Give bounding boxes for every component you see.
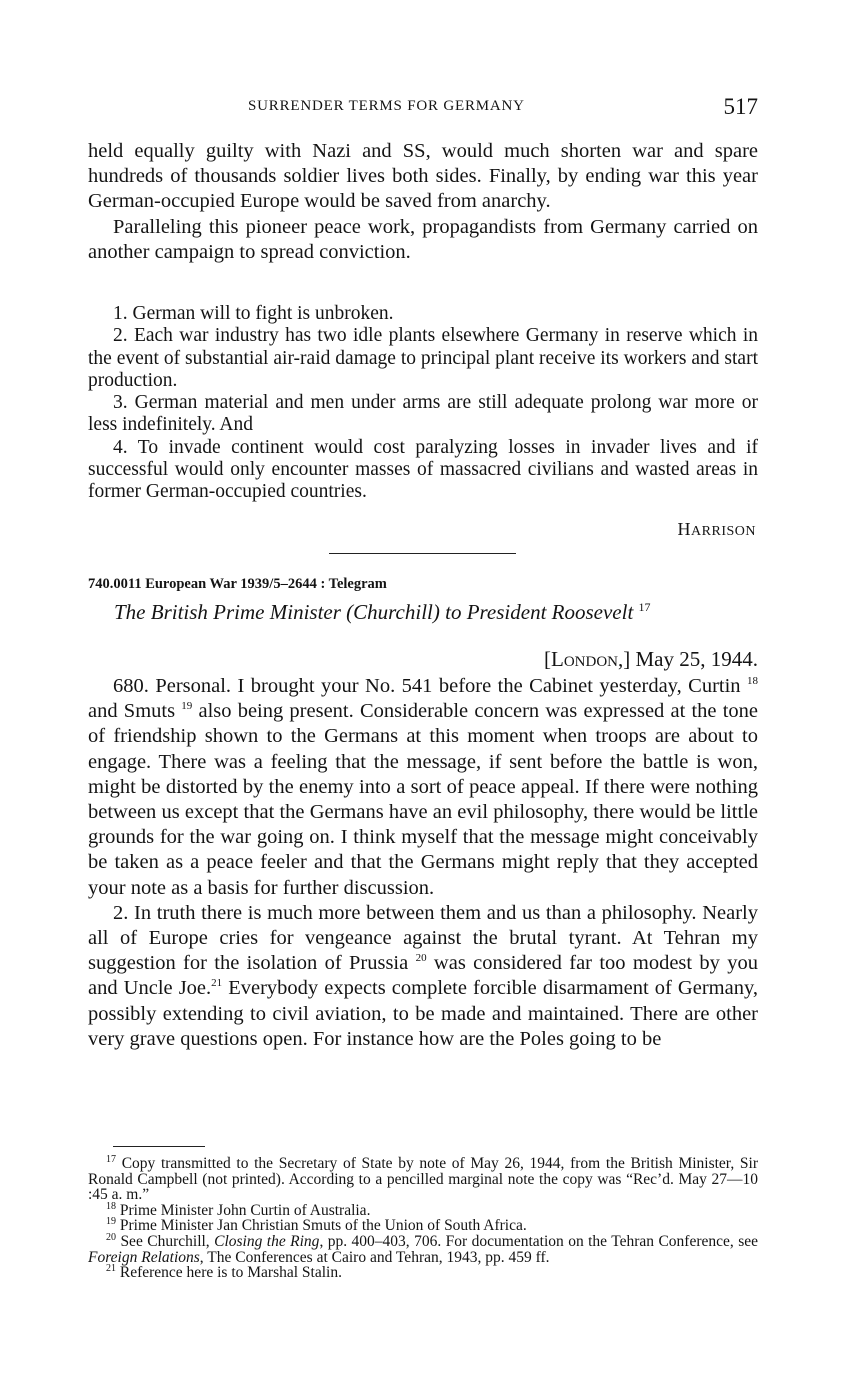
text-run: also being present. Considerable concern was expressed at the tone of friendship shown to the Germans at this moment when troops are about to engage. There was a feeling that the message, if sent before the battle is won, might be distorted by the enemy into a sort of peace appeal. If there were nothing between us except that the Germans have an evil philosophy, there would be little grounds for the war going on. I think myself that the message might conceivably be taken as a peace feeler and that the Germans might reply that they accepted your note as a basis for further discussion. [88,700,759,899]
intro-paragraph-2: Paralleling this pioneer peace work, propagandists from Germany carried on another campaign to spread conviction. [88,215,758,263]
text-run: Everybody expects complete forcible disarmament of Germany, possibly extending to civil aviation, to be made and maintained. There are other very grave questions open. For instance how are the Poles going to be [88,977,759,1050]
footnote-ref: 19 [181,700,193,713]
footnote-series-title: Foreign Relations [88,1248,200,1266]
footnote-text: , The Conferences at Cairo and Tehran, 1943, pp. 459 ff. [199,1248,550,1266]
intro-text [88,139,758,265]
footnote-ref: 17 [638,600,651,614]
footnote-mark: 20 [106,1231,116,1243]
footnote-text: Reference here is to Marshal Stalin. [119,1264,342,1282]
telegram-paragraph-2 [88,901,758,1052]
text-run: 2. In truth there is much more between them and us than a philosophy. Nearly all of Europe cries for vengeance against the brutal tyrant. At Tehran my suggestion for the isolation of Prussia [88,901,758,975]
dateline-bracket: [ [544,647,551,671]
telegram-body [88,674,758,1052]
footnote-divider [113,1146,205,1147]
footnote-text: Prime Minister Jan Christian Smuts of the Union of South Africa. [119,1217,527,1235]
running-title: SURRENDER TERMS FOR GERMANY [248,98,525,114]
footnote-21 [88,1265,758,1281]
dateline-place-initial: L [551,647,564,671]
signature-initial: H [677,519,692,539]
list-item: 1. German will to fight is unbroken. [113,303,394,324]
footnote-ref: 20 [415,952,427,965]
footnote-mark: 18 [106,1200,116,1212]
dateline-place-rest: ONDON [563,654,618,670]
text-run: and Smuts [88,700,176,723]
list-item: 4. To invade continent would cost paralyzing losses in invader lives and if successful would only encounter masses of massacred civilians and wasted areas in former German-occupied countries. [88,436,758,503]
signature [678,519,756,540]
page-number: 517 [723,94,758,119]
text-run: was considered far too modest by you and Uncle Joe. [88,952,759,1000]
footnotes [88,1156,758,1281]
section-divider [329,553,516,554]
conviction-list [88,303,758,504]
footnote-ref: 21 [211,977,223,990]
running-head [88,96,758,120]
signature-rest: ARRISON [691,524,756,539]
footnote-text: , pp. 400–403, 706. For documentation on the Tehran Conference, see [319,1232,758,1250]
file-reference: 740.0011 European War 1939/5–2644 : Telegram [88,576,387,592]
dateline [544,647,758,672]
footnote-ref: 18 [747,675,759,687]
list-item: 2. Each war industry has two idle plants elsewhere Germany in reserve which in the event of substantial air-raid damage to principal plant receive its workers and start production. [88,325,758,391]
text-run: 680. Personal. I brought your No. 541 before the Cabinet yesterday, Curtin [113,675,741,697]
dateline-date: ,] May 25, 1944. [618,647,758,671]
document-title-text: The British Prime Minister (Churchill) to President Roosevelt [114,600,634,624]
list-item: 3. German material and men under arms are still adequate prolong war more or less indefinitely. And [88,392,758,436]
footnote-text: See Churchill, [120,1232,215,1250]
telegram-paragraph-1 [88,674,758,901]
footnote-text: Copy transmitted to the Secretary of State by note of May 26, 1944, from the British Minister, Sir Ronald Campbell (not printed). According to a pencilled marginal note the copy was “Rec’d. May 27—10 :45 a. m.” [88,1155,758,1204]
footnote-mark: 21 [106,1263,116,1275]
footnote-text: Prime Minister John Curtin of Australia. [119,1201,371,1219]
footnote-17 [88,1156,758,1203]
footnote-mark: 17 [106,1154,116,1165]
intro-paragraph-1: held equally guilty with Nazi and SS, would much shorten war and spare hundreds of thousands soldier lives both sides. Finally, by ending war this year German-occupied Europe would be saved from anarchy. [88,140,758,213]
footnote-mark: 19 [106,1216,116,1228]
footnote-book-title: Closing the Ring [214,1232,320,1250]
footnote-20 [88,1231,758,1266]
document-title [114,600,651,625]
footnote-19 [88,1218,758,1234]
